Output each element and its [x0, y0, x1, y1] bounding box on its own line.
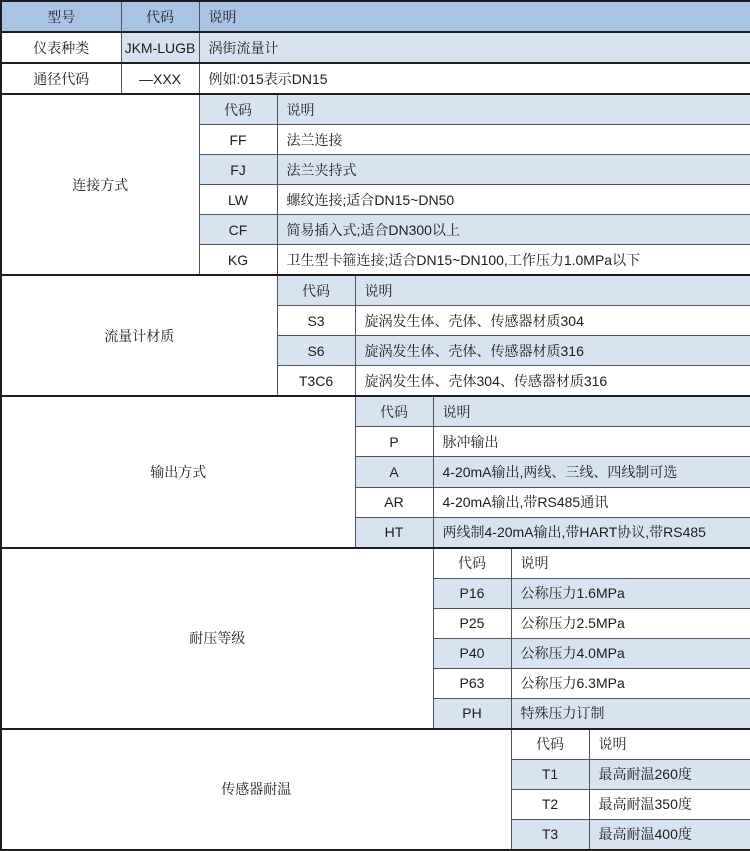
section-header-row: [1, 548, 750, 579]
desc-cell: 涡街流量计: [199, 32, 750, 63]
desc-cell: 两线制4-20mA输出,带HART协议,带RS485: [433, 517, 750, 548]
code-cell: P63: [433, 668, 511, 698]
nested-desc-header-cell: 说明: [355, 275, 750, 306]
section-label-cell: 传感器耐温: [1, 729, 511, 850]
desc-cell: 最高耐温350度: [589, 789, 750, 819]
section-header-row: [1, 729, 750, 760]
desc-cell: 公称压力4.0MPa: [511, 638, 750, 668]
nested-desc-header-cell: 说明: [589, 729, 750, 760]
nested-desc-header-cell: 说明: [277, 94, 750, 125]
table-row: [1, 63, 750, 94]
category-cell: 通径代码: [1, 63, 121, 94]
code-cell: P16: [433, 578, 511, 608]
desc-cell: 简易插入式;适合DN300以上: [277, 215, 750, 245]
code-cell: T2: [511, 789, 589, 819]
desc-cell: 最高耐温260度: [589, 759, 750, 789]
code-cell: T1: [511, 759, 589, 789]
section-header-row: [1, 94, 750, 125]
desc-cell: 螺纹连接;适合DN15~DN50: [277, 185, 750, 215]
code-cell: JKM-LUGB: [121, 32, 199, 63]
desc-cell: 例如:015表示DN15: [199, 63, 750, 94]
desc-cell: 4-20mA输出,带RS485通讯: [433, 487, 750, 517]
code-cell: T3: [511, 819, 589, 850]
section-label-cell: 耐压等级: [1, 548, 433, 729]
nested-code-header-cell: 代码: [199, 94, 277, 125]
desc-cell: 特殊压力订制: [511, 698, 750, 729]
code-cell: A: [355, 457, 433, 487]
table-row: [1, 32, 750, 63]
code-cell: S3: [277, 306, 355, 336]
category-cell: 仪表种类: [1, 32, 121, 63]
nested-code-header-cell: 代码: [433, 548, 511, 579]
desc-cell: 公称压力6.3MPa: [511, 668, 750, 698]
section-label-cell: 流量计材质: [1, 275, 277, 396]
code-cell: P: [355, 427, 433, 457]
nested-code-header-cell: 代码: [277, 275, 355, 306]
desc-header-cell: 说明: [199, 1, 750, 32]
desc-cell: 公称压力2.5MPa: [511, 608, 750, 638]
desc-cell: 4-20mA输出,两线、三线、四线制可选: [433, 457, 750, 487]
code-cell: P25: [433, 608, 511, 638]
section-label-cell: 连接方式: [1, 94, 199, 275]
code-cell: P40: [433, 638, 511, 668]
model-header-cell: 型号: [1, 1, 121, 32]
desc-cell: 法兰连接: [277, 125, 750, 155]
desc-cell: 旋涡发生体、壳体、传感器材质304: [355, 306, 750, 336]
desc-cell: 卫生型卡箍连接;适合DN15~DN100,工作压力1.0MPa以下: [277, 245, 750, 276]
code-cell: S6: [277, 336, 355, 366]
code-cell: LW: [199, 185, 277, 215]
desc-cell: 法兰夹持式: [277, 155, 750, 185]
nested-desc-header-cell: 说明: [511, 548, 750, 579]
desc-cell: 最高耐温400度: [589, 819, 750, 850]
section-header-row: [1, 275, 750, 306]
code-cell: T3C6: [277, 366, 355, 397]
nested-desc-header-cell: 说明: [433, 396, 750, 427]
desc-cell: 旋涡发生体、壳体、传感器材质316: [355, 336, 750, 366]
nested-code-header-cell: 代码: [355, 396, 433, 427]
desc-cell: 旋涡发生体、壳体304、传感器材质316: [355, 366, 750, 397]
section-header-row: [1, 396, 750, 427]
code-cell: AR: [355, 487, 433, 517]
desc-cell: 脉冲输出: [433, 427, 750, 457]
code-cell: KG: [199, 245, 277, 276]
code-cell: CF: [199, 215, 277, 245]
code-cell: FF: [199, 125, 277, 155]
code-cell: FJ: [199, 155, 277, 185]
section-label-cell: 输出方式: [1, 396, 355, 547]
desc-cell: 公称压力1.6MPa: [511, 578, 750, 608]
table-header-row: [1, 1, 750, 32]
code-cell: PH: [433, 698, 511, 729]
code-cell: —XXX: [121, 63, 199, 94]
code-cell: HT: [355, 517, 433, 548]
nested-code-header-cell: 代码: [511, 729, 589, 760]
code-header-cell: 代码: [121, 1, 199, 32]
